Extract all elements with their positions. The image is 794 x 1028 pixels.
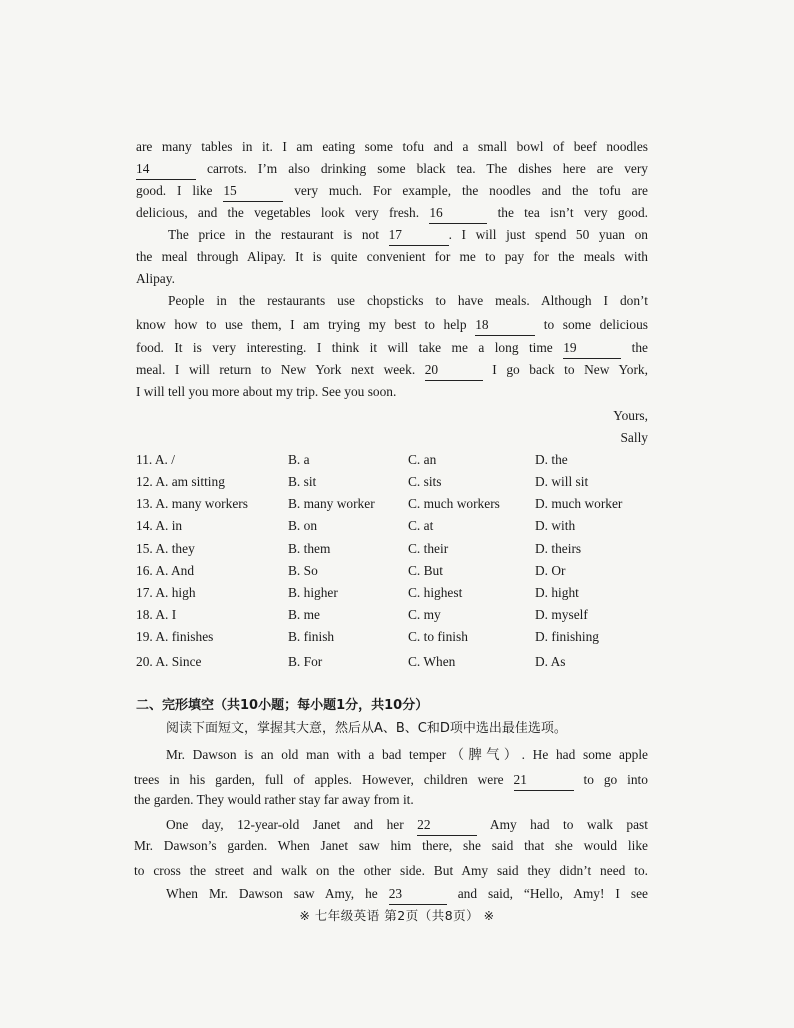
- option-c: C. at: [408, 518, 434, 533]
- option-c: C. But: [408, 563, 443, 578]
- blank-18: 18: [475, 315, 535, 336]
- passage-line: the meal through Alipay. It is quite convenient for me to pay for the meals with: [136, 249, 648, 264]
- option-d: D. theirs: [535, 541, 582, 556]
- option-b: B. sit: [288, 474, 317, 489]
- option-b: B. For: [288, 654, 323, 669]
- option-d: D. myself: [535, 607, 588, 622]
- option-c: C. When: [408, 654, 456, 669]
- page-footer: ※ 七年级英语 第2页（共8页） ※: [299, 908, 495, 923]
- passage-line: food. It is very interesting. I think it will take me a long time 19 the: [136, 338, 648, 359]
- question-20: 20. A. Since: [136, 654, 202, 669]
- passage-line: I will tell you more about my trip. See you soon.: [136, 384, 397, 399]
- passage-line: Mr. Dawson is an old man with a bad temper（脾气）. He had some apple: [166, 747, 648, 762]
- option-b: B. them: [288, 541, 331, 556]
- option-d: D. hight: [535, 585, 579, 600]
- option-c: C. to finish: [408, 629, 468, 644]
- question-18: 18. A. I: [136, 607, 177, 622]
- passage-line: Alipay.: [136, 271, 175, 286]
- passage-line: People in the restaurants use chopsticks to have meals. Although I don’t: [168, 293, 648, 308]
- question-13: 13. A. many workers: [136, 496, 248, 511]
- option-b: B. on: [288, 518, 318, 533]
- question-16: 16. A. And: [136, 563, 195, 578]
- blank-16: 16: [429, 203, 487, 224]
- blank-21: 21: [514, 770, 574, 791]
- section-heading: 二、完形填空（共10小题；每小题1分，共10分）: [136, 698, 429, 713]
- blank-19: 19: [563, 338, 621, 359]
- question-15: 15. A. they: [136, 541, 195, 556]
- option-c: C. much workers: [408, 496, 500, 511]
- option-d: D. Or: [535, 563, 566, 578]
- option-b: B. many worker: [288, 496, 375, 511]
- passage-line: When Mr. Dawson saw Amy, he 23 and said, “Hello, Amy! I see: [166, 884, 648, 905]
- section-instruction: 阅读下面短文，掌握其大意，然后从A、B、C和D项中选出最佳选项。: [166, 721, 567, 736]
- blank-14: 14: [136, 159, 196, 180]
- letter-signature: Sally: [620, 430, 648, 445]
- blank-22: 22: [417, 815, 477, 836]
- passage-line: 14 carrots. I’m also drinking some black tea. The dishes here are very: [136, 159, 648, 180]
- option-c: C. my: [408, 607, 441, 622]
- option-c: C. sits: [408, 474, 442, 489]
- option-b: B. me: [288, 607, 320, 622]
- question-19: 19. A. finishes: [136, 629, 214, 644]
- option-c: C. an: [408, 452, 437, 467]
- option-b: B. finish: [288, 629, 335, 644]
- question-11: 11. A. /: [136, 452, 175, 467]
- letter-closing: Yours,: [613, 408, 648, 423]
- passage-line: the garden. They would rather stay far away from it.: [134, 792, 414, 807]
- option-c: C. their: [408, 541, 449, 556]
- option-d: D. with: [535, 518, 576, 533]
- option-d: D. As: [535, 654, 566, 669]
- blank-17: 17: [389, 225, 449, 246]
- passage-line: are many tables in it. I am eating some tofu and a small bowl of beef noodles: [136, 139, 648, 154]
- passage-line: The price in the restaurant is not 17 . I will just spend 50 yuan on: [168, 225, 648, 246]
- option-b: B. So: [288, 563, 318, 578]
- question-17: 17. A. high: [136, 585, 196, 600]
- passage-line: trees in his garden, full of apples. However, children were 21 to go into: [134, 770, 648, 791]
- passage-line: to cross the street and walk on the other side. But Amy said they didn’t need to.: [134, 863, 648, 878]
- question-12: 12. A. am sitting: [136, 474, 225, 489]
- option-b: B. higher: [288, 585, 338, 600]
- option-b: B. a: [288, 452, 310, 467]
- option-c: C. highest: [408, 585, 463, 600]
- blank-20: 20: [425, 360, 483, 381]
- blank-15: 15: [223, 181, 283, 202]
- passage-line: Mr. Dawson’s garden. When Janet saw him there, she said that she would like: [134, 838, 648, 853]
- option-d: D. the: [535, 452, 568, 467]
- passage-line: know how to use them, I am trying my best to help 18 to some delicious: [136, 315, 648, 336]
- blank-23: 23: [389, 884, 447, 905]
- passage-line: good. I like 15 very much. For example, the noodles and the tofu are: [136, 181, 648, 202]
- option-d: D. much worker: [535, 496, 623, 511]
- passage-line: One day, 12-year-old Janet and her 22 Amy had to walk past: [166, 815, 648, 836]
- passage-line: meal. I will return to New York next week. 20 I go back to New York,: [136, 360, 648, 381]
- option-d: D. finishing: [535, 629, 599, 644]
- passage-line: delicious, and the vegetables look very fresh. 16 the tea isn’t very good.: [136, 203, 648, 224]
- option-d: D. will sit: [535, 474, 589, 489]
- question-14: 14. A. in: [136, 518, 183, 533]
